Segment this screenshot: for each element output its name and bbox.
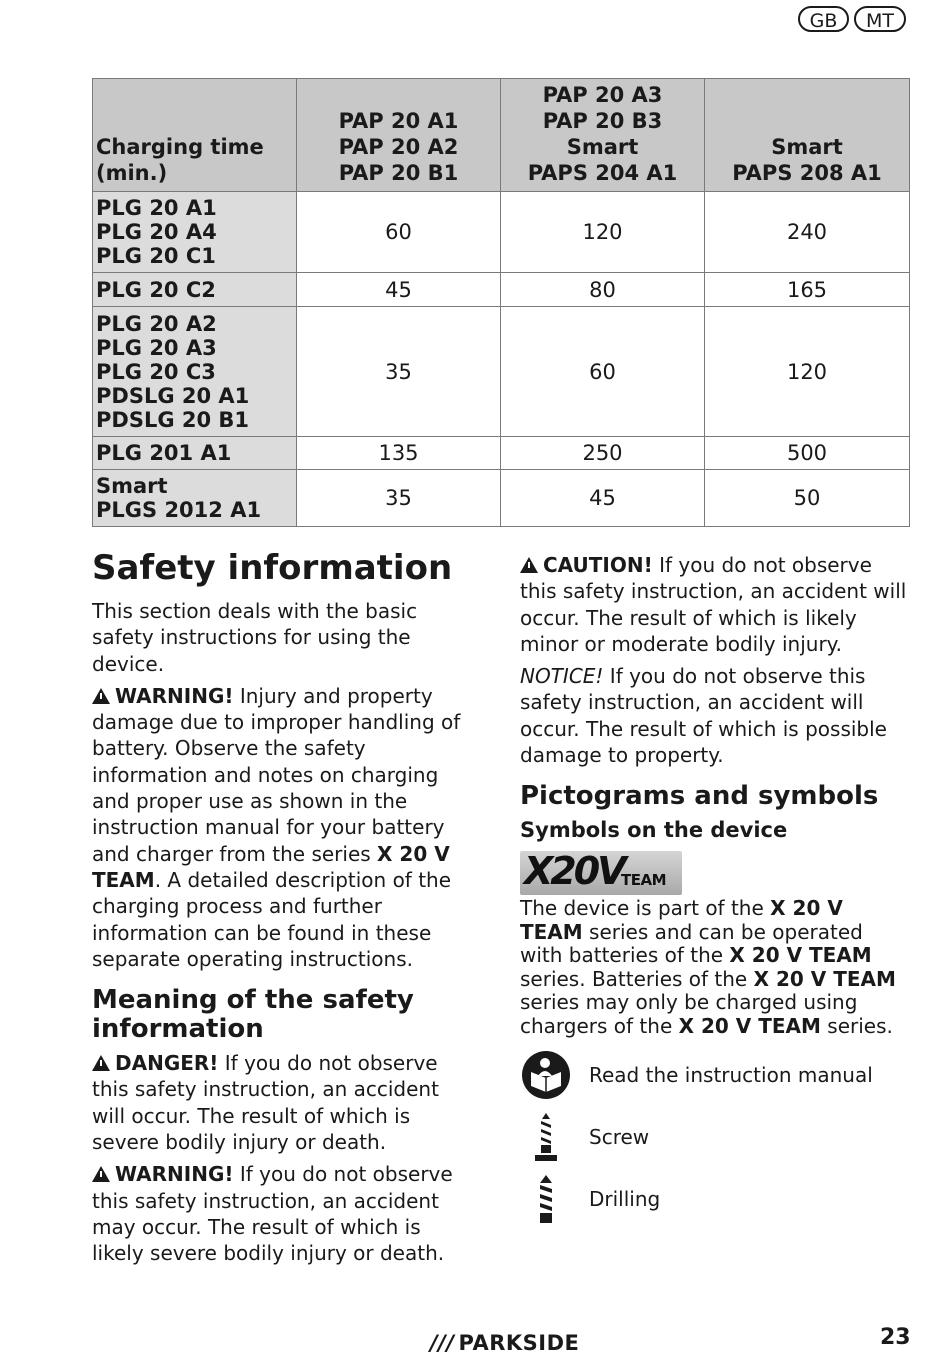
row-header: Smart PLGS 2012 A1 (93, 470, 297, 527)
section-title: Safety information (92, 548, 453, 588)
screw-icon (520, 1111, 572, 1163)
table-row (93, 470, 910, 527)
right-column (520, 552, 910, 1230)
symbol-item (520, 1044, 910, 1106)
warning-triangle-icon (92, 1166, 110, 1182)
table-row (93, 273, 910, 307)
warning-triangle-icon (520, 557, 538, 573)
drilling-icon (520, 1173, 572, 1225)
table-cell: 45 (297, 273, 501, 307)
symbol-item (520, 1106, 910, 1168)
symbol-item (520, 1168, 910, 1230)
column-header: Smart PAPS 208 A1 (705, 79, 910, 192)
table-cell: 45 (501, 470, 705, 527)
danger-paragraph: DANGER! If you do not observe this safety instruction, an accident will occur. The result of which is severe bodily injury or death. (92, 1051, 439, 1155)
table-cell: 80 (501, 273, 705, 307)
table-cell: 120 (705, 307, 910, 437)
symbol-list (520, 1044, 910, 1230)
symbol-label: Drilling (589, 1187, 661, 1212)
table-cell: 120 (501, 192, 705, 273)
sub-subsection-title: Symbols on the device (520, 818, 788, 843)
warning-triangle-icon (92, 688, 110, 704)
column-header: PAP 20 A3 PAP 20 B3 Smart PAPS 204 A1 (501, 79, 705, 192)
symbol-label: Screw (589, 1125, 650, 1150)
table-cell: 135 (297, 437, 501, 470)
subsection-title: Pictograms and symbols (520, 781, 879, 812)
table-corner-header: Charging time (min.) (93, 79, 297, 192)
table-cell: 60 (501, 307, 705, 437)
left-column (92, 548, 474, 1273)
table-header-row (93, 79, 910, 192)
brand-logo: /// PARKSIDE (430, 1331, 580, 1355)
row-header: PLG 20 A2 PLG 20 A3 PLG 20 C3 PDSLG 20 A1 PDSLG 20 B1 (93, 307, 297, 437)
language-badge-mt: MT (854, 6, 906, 32)
table-row (93, 307, 910, 437)
table-cell: 500 (705, 437, 910, 470)
table-cell: 50 (705, 470, 910, 527)
notice-paragraph: NOTICE! If you do not observe this safety instruction, an accident will occur. The result of which is possible damage to property. (520, 664, 887, 768)
subsection-title: Meaning of the safety information (92, 985, 414, 1045)
page-number: 23 (880, 1325, 911, 1350)
table-cell: 60 (297, 192, 501, 273)
table-cell: 35 (297, 470, 501, 527)
intro-paragraph: This section deals with the basic safety instructions for using the device. (92, 599, 418, 676)
row-header: PLG 20 A1 PLG 20 A4 PLG 20 C1 (93, 192, 297, 273)
table-row (93, 192, 910, 273)
table-cell: 35 (297, 307, 501, 437)
warning-triangle-icon (92, 1055, 110, 1071)
x20v-team-logo: X20V TEAM (520, 851, 682, 895)
table-row (93, 437, 910, 470)
column-header: PAP 20 A1 PAP 20 A2 PAP 20 B1 (297, 79, 501, 192)
warning-paragraph: WARNING! If you do not observe this safety instruction, an accident may occur. The result of which is likely severe bodily injury or death. (92, 1162, 453, 1266)
warning-paragraph: WARNING! Injury and property damage due to improper handling of battery. Observe the safety information and notes on charging and proper use as shown in the instruction manual for your battery and charger from the series X 20 V TEAM. A detailed description of the charging process and further information can be found in these separate operating instructions. (92, 683, 461, 971)
caution-paragraph: CAUTION! If you do not observe this safety instruction, an accident will occur. The result of which is likely minor or moderate bodily injury. (520, 553, 907, 656)
row-header: PLG 201 A1 (93, 437, 297, 470)
language-badge-gb: GB (798, 6, 849, 32)
symbol-label: Read the instruction manual (589, 1063, 873, 1088)
row-header: PLG 20 C2 (93, 273, 297, 307)
charging-time-table (92, 78, 910, 527)
team-paragraph: The device is part of the X 20 V TEAM series and can be operated with batteries of the X 20 V TEAM series. Batteries of the X 20 V TEAM series may only be charged using chargers of the X 20 V TEAM series. (520, 896, 896, 1038)
read-manual-icon (520, 1049, 572, 1101)
table-cell: 250 (501, 437, 705, 470)
table-cell: 165 (705, 273, 910, 307)
table-cell: 240 (705, 192, 910, 273)
